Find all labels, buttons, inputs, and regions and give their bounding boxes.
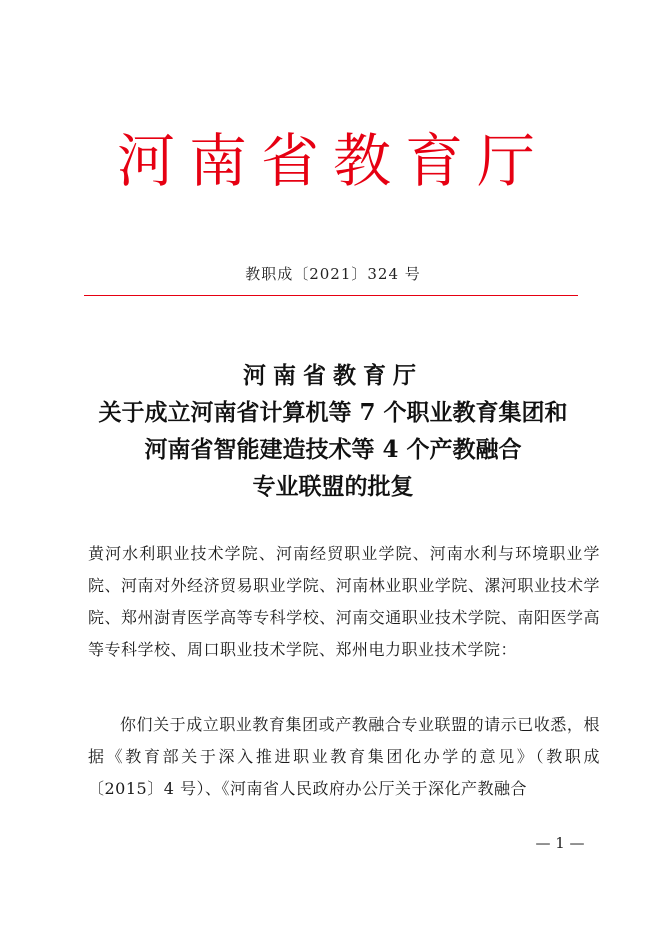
- document-number: 教职成〔2021〕324 号: [245, 265, 421, 283]
- issuer-masthead: 河南省教育厅: [116, 127, 549, 195]
- page-number: — 1 —: [535, 834, 585, 852]
- title-line-2: 关于成立河南省计算机等 7 个职业教育集团和: [98, 399, 568, 426]
- document-title: [0, 357, 666, 505]
- title-line-3: 河南省智能建造技术等 4 个产教融合: [144, 436, 522, 463]
- title-line-issuer: 河南省教育厅: [243, 362, 423, 389]
- body-paragraph: 你们关于成立职业教育集团或产教融合专业联盟的请示已收悉，根据《教育部关于深入推进职业教育集团化办学的意见》（教职成〔2015〕4 号）、《河南省人民政府办公厅关于深化产教融合: [88, 715, 600, 798]
- title-line-4: 专业联盟的批复: [252, 473, 414, 500]
- red-divider-line: [84, 295, 578, 296]
- addressee-list: 黄河水利职业技术学院、河南经贸职业学院、河南水利与环境职业学院、河南对外经济贸易职业学院、河南林业职业学院、漯河职业技术学院、郑州澍青医学高等专科学校、河南交通职业技术学院、南阳医学高等专科学校、周口职业技术学院、郑州电力职业技术学院：: [88, 544, 600, 659]
